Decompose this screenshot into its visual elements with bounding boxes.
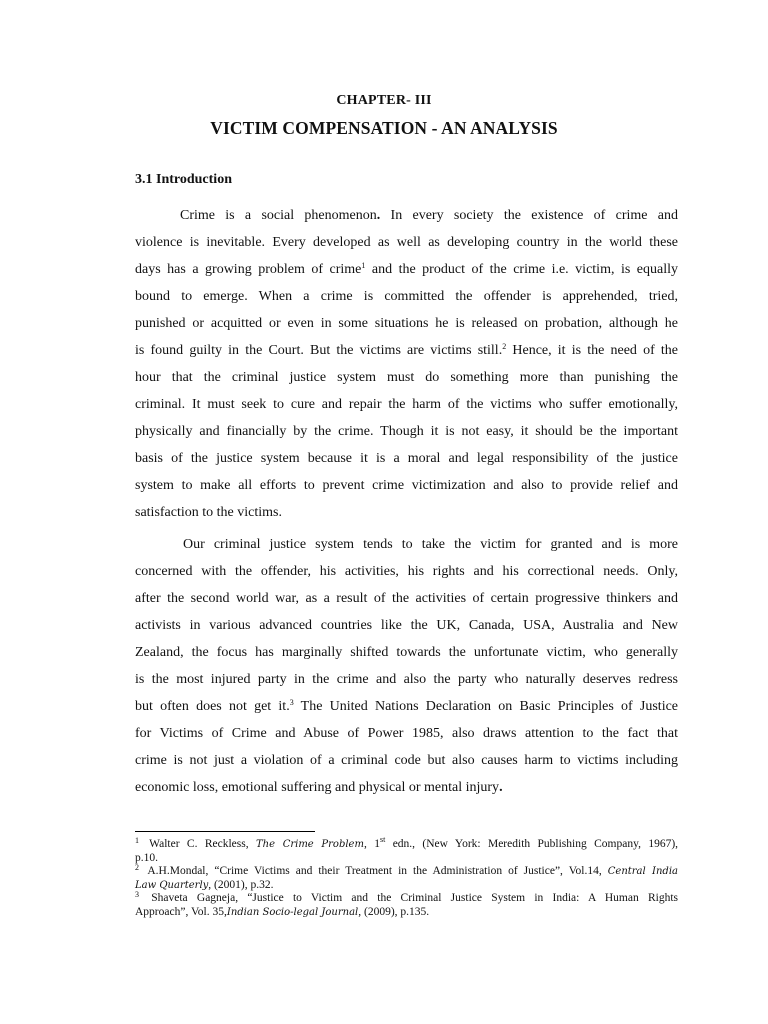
- paragraph-line: satisfaction to the victims.: [135, 505, 282, 520]
- paragraph-line: criminal. It must seek to cure and repair the harm of the victims who suffer emotionally,: [135, 397, 678, 412]
- paragraph-line: Our criminal justice system tends to take the victim for granted and is more: [183, 537, 678, 552]
- paragraph-line: Zealand, the focus has marginally shifted towards the unfortunate victim, who generally: [135, 645, 678, 660]
- paragraph-line: basis of the justice system because it is a moral and legal responsibility of the justice: [135, 451, 678, 466]
- footnote-ref: 3: [289, 698, 294, 707]
- paragraph-2: [135, 531, 678, 801]
- paragraph-line: Crime is a social phenomenon. In every society the existence of crime and: [180, 208, 678, 223]
- paragraph-line: is the most injured party in the crime and also the party who naturally deserves redress: [135, 672, 678, 687]
- footnote-ref: 2: [502, 342, 507, 351]
- paragraph-line: crime is not just a violation of a criminal code but also causes harm to victims including: [135, 753, 678, 768]
- paragraph-1: [135, 202, 678, 526]
- paragraph-line: is found guilty in the Court. But the victims are victims still.$^2$ Hence, it is the need of the: [135, 342, 678, 358]
- paragraph-line: violence is inevitable. Every developed as well as developing country in the world these: [135, 235, 678, 250]
- paragraph-line: economic loss, emotional suffering and physical or mental injury.: [135, 780, 503, 795]
- footnote-number: 2: [135, 863, 139, 872]
- paragraph-line: hour that the criminal justice system must do something more than punishing the: [135, 370, 678, 385]
- footnote-number: 3: [135, 890, 139, 899]
- paragraph-line: punished or acquitted or even in some situations he is released on probation, although he: [135, 316, 678, 331]
- footnote-2: $^2$ A.H.Mondal, “Crime Victims and their Treatment in the Administration of Justice”, Vol.14, Central India Law Quarterly, (2001), p.32.: [135, 863, 678, 891]
- footnote-3: $^3$ Shaveta Gagneja, “Justice to Victim and the Criminal Justice System in India: A Human Rights Approach”, Vol. 35,Indian Socio-legal Journal, (2009), p.135.: [135, 890, 678, 918]
- footnote-divider: [135, 831, 315, 832]
- footnote-number: 1: [135, 836, 139, 845]
- paragraph-line: activists in various advanced countries like the UK, Canada, USA, Australia and New: [135, 618, 678, 633]
- chapter-label: CHAPTER- III: [336, 93, 432, 108]
- chapter-title: VICTIM COMPENSATION - AN ANALYSIS: [210, 118, 558, 138]
- paragraph-line: but often does not get it.$^3$ The United Nations Declaration on Basic Principles of Justice: [135, 698, 679, 714]
- paragraph-line: bound to emerge. When a crime is committed the offender is apprehended, tried,: [135, 289, 678, 304]
- paragraph-line: system to make all efforts to prevent crime victimization and also to provide relief and: [135, 478, 678, 493]
- paragraph-line: after the second world war, as a result of the activities of certain progressive thinkers and: [135, 591, 678, 606]
- paragraph-line: concerned with the offender, his activities, his rights and his correctional needs. Only,: [135, 564, 678, 579]
- footnote-ref: 1: [361, 261, 366, 270]
- footnotes: [135, 835, 679, 919]
- footnote-1: $^1$ Walter C. Reckless, The Crime Problem, 1st edn., (New York: Meredith Publishing Company, 1967), p.10.: [135, 835, 679, 864]
- paragraph-line: for Victims of Crime and Abuse of Power 1985, also draws attention to the fact that: [135, 726, 678, 741]
- section-heading: 3.1 Introduction: [135, 172, 232, 187]
- paragraph-line: days has a growing problem of crime$^1$ and the product of the crime i.e. victim, is equally: [135, 261, 678, 277]
- paragraph-line: physically and financially by the crime. Though it is not easy, it should be the important: [135, 424, 678, 439]
